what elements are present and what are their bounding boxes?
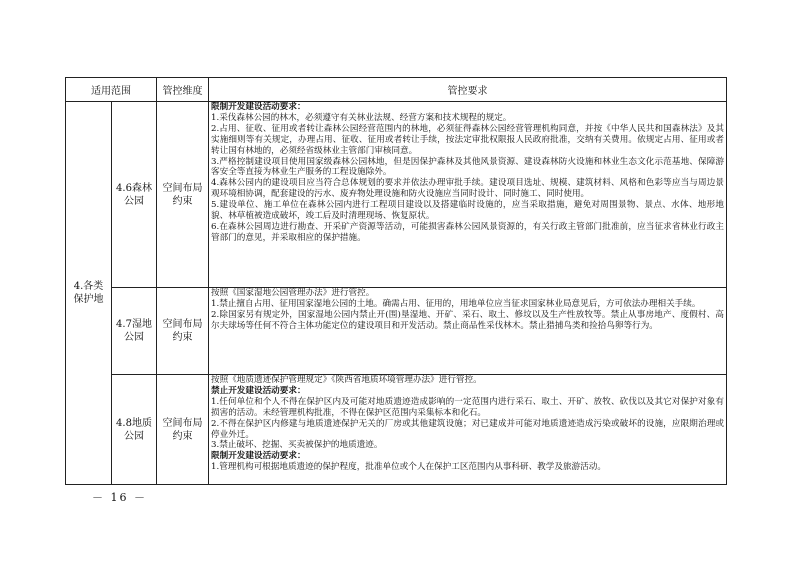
requirement-item: 5.建设单位、施工单位在森林公园内进行工程项目建设以及搭建临时设施的，应当采取措施，避免对周围景物、景点、水体、地形地貌、林草植被造成破坏，竣工后及时清理现场、恢复原状。 (211, 200, 724, 222)
requirement-item: 3.禁止破坏、挖掘、买卖被保护的地质遗迹。 (211, 440, 383, 451)
dimension-cell: 空间布局约束 (157, 288, 209, 375)
requirement-item: 1.管理机构可根据地质遗迹的保护程度，批准单位或个人在保护工区范围内从事科研、教学及旅游活动。 (211, 462, 606, 473)
requirement-item: 3.严格控制建设项目使用国家级森林公园林地，但是因保护森林及其他风景资源、建设森林防火设施和林业生态文化示范基地、保障游客安全等直接为林业生产服务的工程设施除外。 (211, 156, 724, 178)
subcategory-cell: 4.8地质公园 (112, 375, 157, 485)
requirement-item: 4.森林公园内的建设项目应当符合总体规划的要求并依法办理审批手续。建设项目选址、规模、建筑材料、风格和色彩等应当与周边景观环境相协调，配套建设的污水、废弃物处理设施和防火设施应当同时设计、同时施工、同时使用。 (211, 178, 724, 200)
page-number: － 16 － (92, 491, 147, 504)
requirements-cell (209, 102, 727, 288)
requirements-cell (209, 288, 727, 375)
control-requirements-table (65, 77, 727, 485)
requirement-heading: 禁止开发建设活动要求： (211, 385, 306, 396)
requirements-cell (209, 375, 727, 485)
dimension-cell: 空间布局约束 (157, 102, 209, 288)
requirement-item: 2.占用、征收、征用或者转让森林公园经营范围内的林地，必须征得森林公园经营管理机构同意，并按《中华人民共和国森林法》及其实施细则等有关规定，办理占用、征收、征用或者转让手续，按法定审批权限报人民政府批准，交纳有关费用。依规定占用、征用或者转让国有林地的，必须经省级林业主管部门审核同意。 (211, 123, 724, 156)
table-row (66, 375, 727, 485)
subcategory-cell: 4.6森林公园 (112, 102, 157, 288)
table-row (66, 288, 727, 375)
requirement-item: 按照《国家湿地公园管理办法》进行管控。 (211, 288, 375, 298)
requirement-item: 1.任何单位和个人不得在保护区内及可能对地质遗迹造成影响的一定范围内进行采石、取土、开矿、放牧、砍伐以及其它对保护对象有损害的活动。未经管理机构批准，不得在保护区范围内采集标本和化石。 (211, 396, 724, 418)
requirement-item: 6.在森林公园周边进行勘查、开采矿产资源等活动，可能损害森林公园风景资源的，有关行政主管部门批准前，应当征求省林业行政主管部门的意见，并采取相应的保护措施。 (211, 221, 724, 243)
table-header-row (66, 78, 727, 102)
requirement-item: 1.禁止擅自占用、征用国家湿地公园的土地。确需占用、征用的，用地单位应当征求国家林业局意见后，方可依法办理相关手续。 (211, 298, 701, 309)
subcategory-cell: 4.7湿地公园 (112, 288, 157, 375)
category-cell: 4.各类保护地 (66, 102, 112, 485)
requirement-item: 1.采伐森林公园的林木，必须遵守有关林业法规、经营方案和技术规程的规定。 (211, 112, 512, 123)
header-requirements: 管控要求 (209, 78, 727, 102)
requirement-item: 2.不得在保护区内修建与地质遗迹保护无关的厂房或其他建筑设施；对已建成并可能对地质遗迹造成污染或破坏的设施，应限期治理或停业外迁。 (211, 418, 724, 440)
table-row (66, 102, 727, 288)
dimension-cell: 空间布局约束 (157, 375, 209, 485)
requirement-heading: 限制开发建设活动要求： (211, 102, 306, 112)
requirement-heading: 限制开发建设活动要求： (211, 451, 306, 462)
header-dimension: 管控维度 (157, 78, 209, 102)
requirement-item: 按照《地质遗迹保护管理规定》《陕西省地质环境管理办法》进行管控。 (211, 375, 482, 385)
requirement-item: 2.除国家另有规定外，国家湿地公园内禁止开(围)垦湿地、开矿、采石、取土、修坟以及生产性放牧等。禁止从事房地产、度假村、高尔夫球场等任何不符合主体功能定位的建设项目和开发活动。禁止商品性采伐林木。禁止猎捕鸟类和捡拾鸟卵等行为。 (211, 309, 724, 331)
header-scope: 适用范围 (66, 78, 157, 102)
